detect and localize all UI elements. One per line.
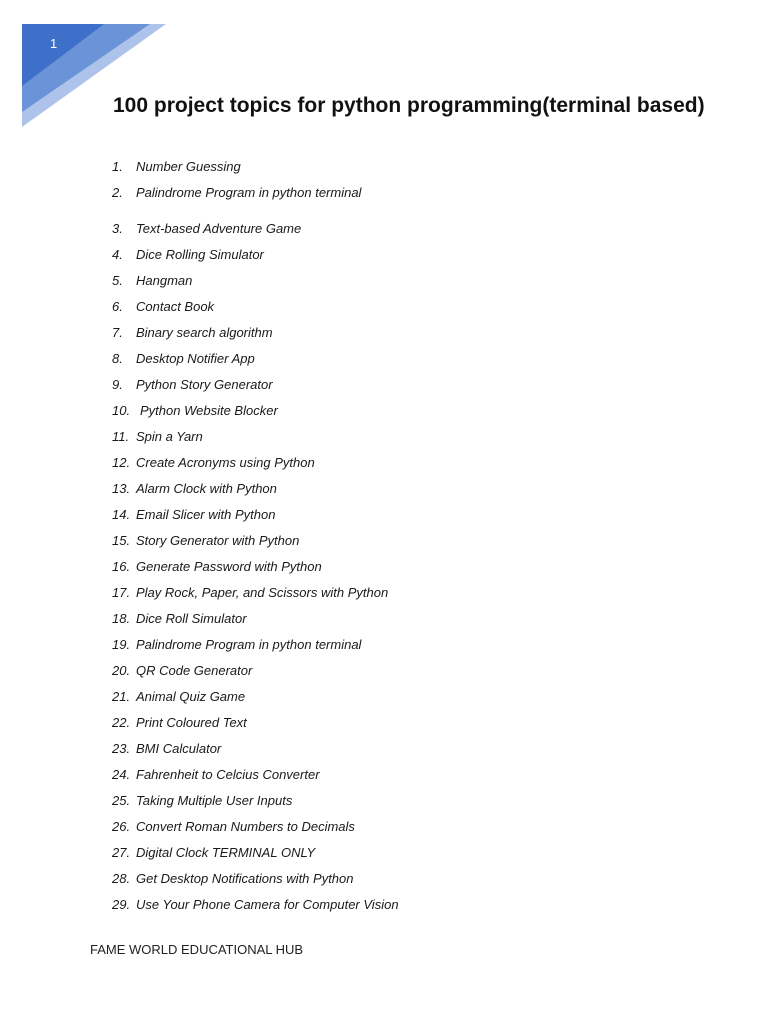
list-item: [112, 372, 399, 398]
item-label: Dice Rolling Simulator: [136, 247, 264, 262]
item-number: 10.: [112, 403, 131, 418]
item-label: Palindrome Program in python terminal: [136, 637, 362, 652]
list-item: [112, 554, 399, 580]
list-item: [112, 840, 399, 866]
item-number: 15.: [112, 533, 131, 548]
item-label: Use Your Phone Camera for Computer Vision: [136, 897, 399, 912]
list-item: [112, 788, 399, 814]
item-number: 13.: [112, 481, 131, 496]
list-item: [112, 632, 399, 658]
item-number: 17.: [112, 585, 131, 600]
item-label: BMI Calculator: [136, 741, 222, 756]
item-label: Binary search algorithm: [136, 325, 273, 340]
item-number: 19.: [112, 637, 131, 652]
item-number: 18.: [112, 611, 131, 626]
list-item: [112, 346, 399, 372]
list-item: [112, 762, 399, 788]
list-item: [112, 502, 399, 528]
list-item: [112, 684, 399, 710]
item-number: 12.: [112, 455, 131, 470]
list-item: [112, 424, 399, 450]
list-item: [112, 736, 399, 762]
item-number: 9.: [112, 377, 123, 392]
item-number: 11.: [112, 429, 130, 444]
item-label: QR Code Generator: [136, 663, 253, 678]
item-label: Dice Roll Simulator: [136, 611, 247, 626]
list-item: [112, 398, 399, 424]
list-item: [112, 320, 399, 346]
item-number: 24.: [112, 767, 131, 782]
item-label: Convert Roman Numbers to Decimals: [136, 819, 355, 834]
item-label: Python Story Generator: [136, 377, 273, 392]
item-label: Hangman: [136, 273, 193, 288]
item-label: Play Rock, Paper, and Scissors with Python: [136, 585, 389, 600]
list-item: [112, 268, 399, 294]
item-number: 29.: [112, 897, 131, 912]
item-number: 5.: [112, 273, 123, 288]
item-label: Digital Clock TERMINAL ONLY: [136, 845, 316, 860]
list-item: [112, 658, 399, 684]
item-number: 21.: [112, 689, 131, 704]
page-title: 100 project topics for python programming(terminal based): [113, 94, 705, 117]
item-label: Spin a Yarn: [136, 429, 203, 444]
item-label: Contact Book: [136, 299, 215, 314]
page-number: 1: [50, 36, 58, 51]
page-footer: FAME WORLD EDUCATIONAL HUB: [90, 942, 304, 957]
list-item: [112, 866, 399, 892]
item-number: 4.: [112, 247, 123, 262]
list-item: [112, 528, 399, 554]
topic-list: [112, 154, 399, 918]
item-label: Desktop Notifier App: [136, 351, 255, 366]
item-label: Create Acronyms using Python: [136, 455, 315, 470]
item-number: 22.: [112, 715, 131, 730]
list-item: [112, 450, 399, 476]
item-number: 16.: [112, 559, 131, 574]
item-label: Animal Quiz Game: [136, 689, 246, 704]
item-label: Print Coloured Text: [136, 715, 247, 730]
item-number: 7.: [112, 325, 123, 340]
item-number: 14.: [112, 507, 131, 522]
item-label: Python Website Blocker: [140, 403, 278, 418]
item-number: 6.: [112, 299, 123, 314]
item-label: Number Guessing: [136, 159, 241, 174]
item-number: 25.: [112, 793, 131, 808]
list-item: [112, 180, 399, 206]
item-number: 8.: [112, 351, 123, 366]
item-number: 27.: [112, 845, 131, 860]
list-item: [112, 154, 399, 180]
list-item: [112, 814, 399, 840]
item-label: Generate Password with Python: [136, 559, 322, 574]
list-item: [112, 242, 399, 268]
item-label: Palindrome Program in python terminal: [136, 185, 362, 200]
item-label: Story Generator with Python: [136, 533, 300, 548]
list-item: [112, 476, 399, 502]
item-number: 23.: [112, 741, 131, 756]
list-item: [112, 606, 399, 632]
item-label: Alarm Clock with Python: [136, 481, 277, 496]
list-item: [112, 892, 399, 918]
item-label: Text-based Adventure Game: [136, 221, 302, 236]
list-item: [112, 580, 399, 606]
item-label: Taking Multiple User Inputs: [136, 793, 293, 808]
item-number: 28.: [112, 871, 131, 886]
item-number: 20.: [112, 663, 131, 678]
item-number: 3.: [112, 221, 123, 236]
item-number: 2.: [112, 185, 123, 200]
item-number: 26.: [112, 819, 131, 834]
item-label: Get Desktop Notifications with Python: [136, 871, 354, 886]
list-item: [112, 216, 399, 242]
item-label: Email Slicer with Python: [136, 507, 276, 522]
item-number: 1.: [112, 159, 123, 174]
list-item: [112, 710, 399, 736]
list-item: [112, 294, 399, 320]
item-label: Fahrenheit to Celcius Converter: [136, 767, 320, 782]
